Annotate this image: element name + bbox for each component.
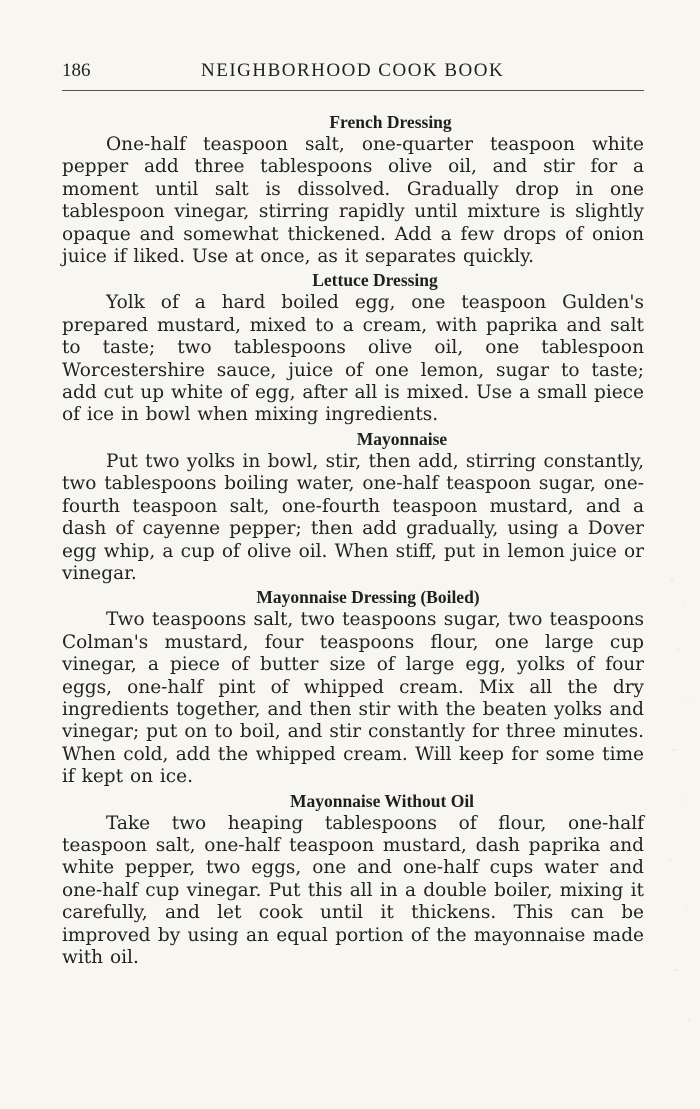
section-body: Put two yolks in bowl, stir, then add, stirring constantly, two tablespoons boiling water, one-half teaspoon sugar, one-fourth teaspoon salt, one-fourth teaspoon mustard, and a dash of cayenne pepper; then add gradually, using a Dover egg whip, a cup of olive oil. When stiff, put in lemon juice or vinegar.	[62, 450, 644, 584]
recipe-section-mayonnaise-without-oil	[62, 789, 644, 970]
header-rule	[62, 90, 644, 91]
running-head	[62, 56, 644, 86]
recipe-section-mayonnaise-dressing-boiled	[62, 585, 644, 788]
running-head-title: NEIGHBORHOOD COOK BOOK	[201, 60, 505, 81]
recipe-section-lettuce-dressing	[62, 268, 644, 426]
recipe-section-french-dressing	[62, 110, 644, 268]
book-page	[62, 56, 644, 969]
section-title: Mayonnaise Dressing (Boiled)	[256, 587, 480, 608]
recipe-content	[62, 110, 644, 969]
section-body: Yolk of a hard boiled egg, one teaspoon Gulden's prepared mustard, mixed to a cream, with paprika and salt to taste; two tablespoons olive oil, one tablespoon Worcestershire sauce, juice of one lemon, sugar to taste; add cut up white of egg, after all is mixed. Use a small piece of ice in bowl when mixing ingredients.	[62, 292, 644, 426]
page-number: 186	[62, 60, 91, 81]
recipe-section-mayonnaise	[62, 427, 644, 585]
section-body: Two teaspoons salt, two teaspoons sugar, two teaspoons Colman's mustard, four teaspoons flour, one large cup vinegar, a piece of butter size of large egg, yolks of four eggs, one-half pint of whipped cream. Mix all the dry ingredients together, and then stir with the beaten yolks and vinegar; put on to boil, and stir constantly for three minutes. When cold, add the whipped cream. Will keep for some time if kept on ice.	[62, 609, 644, 788]
section-title: Mayonnaise	[356, 428, 448, 449]
section-body: Take two heaping tablespoons of flour, one-half teaspoon salt, one-half teaspoon mustard, dash paprika and white pepper, two eggs, one and one-half cups water and one-half cup vinegar. Put this all in a double boiler, mixing it carefully, and let cook until it thickens. This can be improved by using an equal portion of the mayonnaise made with oil.	[62, 812, 644, 968]
section-title: Lettuce Dressing	[312, 270, 438, 291]
section-title: French Dressing	[329, 112, 452, 132]
page-edge-speckle	[664, 560, 694, 1060]
section-body: One-half teaspoon salt, one-quarter teaspoon white pepper add three tablespoons olive oil, and stir for a moment until salt is dissolved. Gradually drop in one tablespoon vinegar, stirring rapidly until mixture is slightly opaque and somewhat thickened. Add a few drops of onion juice if liked. Use at once, as it separates quickly.	[62, 134, 644, 268]
section-title: Mayonnaise Without Oil	[289, 790, 475, 811]
